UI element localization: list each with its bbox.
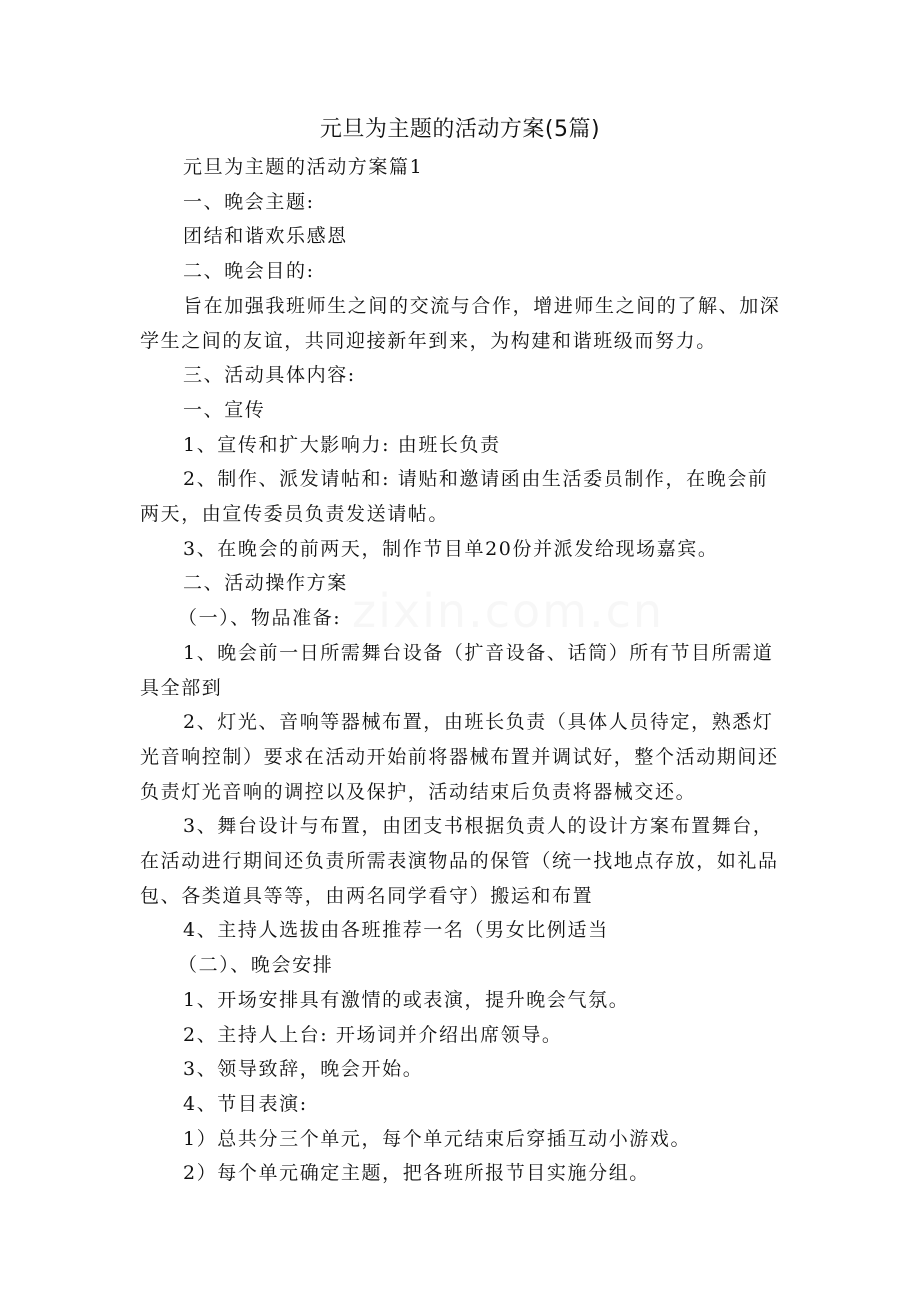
paragraph: 3、领导致辞，晚会开始。 bbox=[183, 1058, 424, 1081]
paragraph: 1、开场安排具有激情的或表演，提升晚会气氛。 bbox=[183, 988, 630, 1011]
document-body bbox=[140, 150, 782, 1191]
paragraph: 团结和谐欢乐感恩 bbox=[183, 225, 348, 248]
paragraph: 三、活动具体内容: bbox=[183, 364, 356, 387]
paragraph: 一、宣传 bbox=[183, 398, 266, 421]
paragraph: 1、晚会前一日所需舞台设备（扩音设备、话筒）所有节目所需道具全部到 bbox=[140, 641, 774, 699]
paragraph: 2、主持人上台: 开场词并介绍出席领导。 bbox=[183, 1023, 563, 1046]
paragraph: 2）每个单元确定主题，把各班所报节目实施分组。 bbox=[183, 1162, 650, 1185]
paragraph: 元旦为主题的活动方案篇1 bbox=[183, 156, 424, 178]
paragraph: 3、舞台设计与布置，由团支书根据负责人的设计方案布置舞台，在活动进行期间还负责所需表演物品的保管（统一找地点存放，如礼品包、各类道具等等，由两名同学看守）搬运和布置 bbox=[140, 815, 779, 907]
paragraph: 二、晚会目的: bbox=[183, 260, 315, 283]
paragraph: 2、制作、派发请帖和: 请贴和邀请函由生活委员制作，在晚会前两天，由宣传委员负责发送请帖。 bbox=[140, 468, 769, 526]
paragraph: 3、在晚会的前两天，制作节目单20份并派发给现场嘉宾。 bbox=[183, 537, 719, 560]
paragraph: 二、活动操作方案 bbox=[183, 572, 348, 595]
paragraph: 4、节目表演: bbox=[183, 1092, 308, 1115]
paragraph: 1）总共分三个单元，每个单元结束后穿插互动小游戏。 bbox=[183, 1127, 692, 1150]
watermark: zixin.com.cn bbox=[352, 584, 665, 638]
paragraph: 2、灯光、音响等器械布置，由班长负责（具体人员待定，熟悉灯光音响控制）要求在活动开始前将器械布置并调试好，整个活动期间还负责灯光音响的调控以及保护，活动结束后负责将器械交还。 bbox=[140, 711, 779, 803]
paragraph: 旨在加强我班师生之间的交流与合作，增进师生之间的了解、加深学生之间的友谊，共同迎接新年到来，为构建和谐班级而努力。 bbox=[140, 294, 781, 352]
paragraph: 4、主持人选拔由各班推荐一名（男女比例适当 bbox=[183, 919, 609, 942]
document-title: 元旦为主题的活动方案(5篇) bbox=[319, 117, 601, 142]
paragraph: （二）、晚会安排 bbox=[178, 954, 334, 977]
paragraph: （一）、物品准备: bbox=[178, 607, 342, 630]
paragraph: 1、宣传和扩大影响力: 由班长负责 bbox=[183, 433, 501, 456]
paragraph: 一、晚会主题: bbox=[183, 190, 315, 213]
